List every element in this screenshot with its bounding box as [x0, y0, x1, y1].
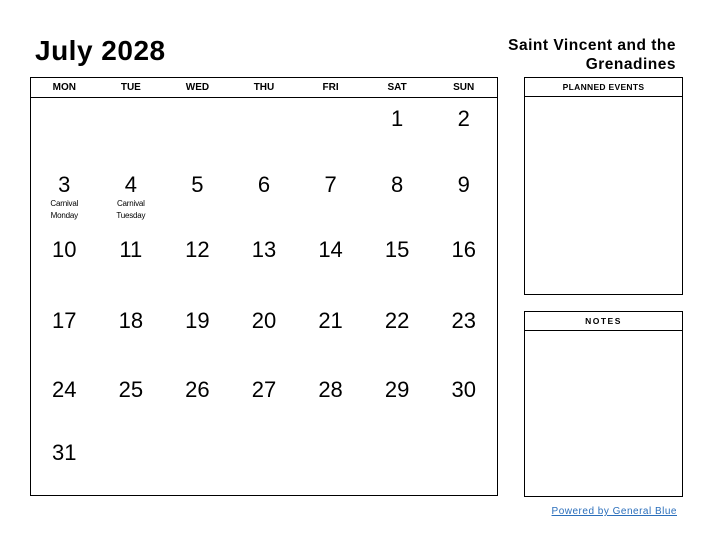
day-cell[interactable] [297, 164, 364, 230]
day-cell[interactable] [364, 368, 431, 434]
empty-day-cell [231, 98, 298, 164]
day-number: 18 [118, 308, 144, 333]
day-number: 19 [185, 308, 210, 333]
holiday-label: Carnival [116, 199, 145, 208]
day-cell[interactable] [164, 230, 231, 299]
week-row [31, 434, 497, 496]
week-row [31, 98, 497, 164]
day-cell[interactable] [364, 299, 431, 368]
powered-by-link[interactable]: Powered by General Blue [551, 506, 677, 517]
day-number: 16 [451, 237, 476, 262]
day-number: 11 [119, 237, 143, 262]
day-cell[interactable] [430, 299, 497, 368]
day-number: 5 [191, 172, 204, 197]
country-name-line-2: Grenadines [585, 56, 676, 73]
day-number: 7 [324, 172, 337, 197]
day-cell[interactable] [98, 164, 165, 230]
weekday-header [31, 78, 497, 98]
weekday-tue: TUE [120, 82, 141, 93]
country-name [446, 36, 676, 74]
empty-day-cell [430, 434, 497, 496]
empty-day-cell [297, 98, 364, 164]
day-cell[interactable] [430, 164, 497, 230]
day-number: 24 [52, 377, 77, 402]
day-number: 17 [52, 308, 77, 333]
day-number: 23 [451, 308, 476, 333]
day-number: 14 [318, 237, 343, 262]
day-cell[interactable] [98, 230, 165, 299]
day-number: 10 [52, 237, 77, 262]
empty-day-cell [364, 434, 431, 496]
day-cell[interactable] [364, 164, 431, 230]
holiday-label: Tuesday [116, 211, 146, 220]
holiday-label: Monday [50, 211, 78, 220]
week-row [31, 299, 497, 368]
empty-day-cell [297, 434, 364, 496]
day-number: 27 [251, 377, 277, 402]
empty-day-cell [164, 98, 231, 164]
day-cell[interactable] [364, 98, 431, 164]
day-number: 4 [124, 172, 137, 197]
weekday-thu: THU [253, 82, 275, 93]
calendar-body [31, 98, 497, 496]
day-cell[interactable] [31, 230, 98, 299]
day-number: 13 [251, 237, 277, 262]
empty-day-cell [31, 98, 98, 164]
day-number: 20 [251, 308, 277, 333]
day-cell[interactable] [98, 368, 165, 434]
day-number: 8 [391, 172, 404, 197]
weekday-sun: SUN [453, 82, 475, 93]
day-cell[interactable] [430, 230, 497, 299]
day-cell[interactable] [297, 230, 364, 299]
day-number: 29 [384, 377, 410, 402]
day-number: 9 [457, 172, 470, 197]
day-number: 25 [118, 377, 144, 402]
day-number: 31 [52, 440, 77, 465]
day-number: 2 [457, 106, 470, 131]
country-name-line-1: Saint Vincent and the [508, 37, 676, 54]
empty-day-cell [164, 434, 231, 496]
week-row [31, 164, 497, 230]
weekday-fri: FRI [322, 82, 339, 93]
day-number: 1 [391, 106, 404, 131]
day-cell[interactable] [164, 368, 231, 434]
weekday-mon: MON [52, 82, 76, 93]
day-cell[interactable] [98, 299, 165, 368]
holiday-label: Carnival [50, 199, 79, 208]
notes-title: NOTES [525, 312, 682, 331]
day-number: 22 [384, 308, 410, 333]
day-cell[interactable] [430, 98, 497, 164]
day-cell[interactable] [231, 368, 298, 434]
day-number: 15 [384, 237, 410, 262]
notes-panel [524, 311, 683, 497]
empty-day-cell [98, 434, 165, 496]
day-cell[interactable] [430, 368, 497, 434]
weekday-sat: SAT [387, 82, 407, 93]
day-cell[interactable] [31, 164, 98, 230]
day-number: 26 [185, 377, 210, 402]
day-number: 30 [451, 377, 476, 402]
day-cell[interactable] [231, 230, 298, 299]
month-title: July 2028 [35, 35, 166, 66]
day-cell[interactable] [164, 299, 231, 368]
day-cell[interactable] [164, 164, 231, 230]
planned-events-panel [524, 77, 683, 295]
week-row [31, 230, 497, 299]
day-number: 6 [257, 172, 271, 197]
day-number: 12 [185, 237, 210, 262]
day-number: 28 [318, 377, 343, 402]
weekday-wed: WED [185, 82, 210, 93]
week-row [31, 368, 497, 434]
day-cell[interactable] [231, 164, 298, 230]
day-cell[interactable] [364, 230, 431, 299]
day-number: 21 [318, 308, 343, 333]
day-cell[interactable] [231, 299, 298, 368]
planned-events-title: PLANNED EVENTS [525, 78, 682, 97]
day-cell[interactable] [31, 299, 98, 368]
calendar-grid [30, 77, 498, 496]
day-number: 3 [58, 172, 71, 197]
day-cell[interactable] [31, 368, 98, 434]
day-cell[interactable] [31, 434, 98, 496]
empty-day-cell [231, 434, 298, 496]
empty-day-cell [98, 98, 165, 164]
day-cell[interactable] [297, 368, 364, 434]
day-cell[interactable] [297, 299, 364, 368]
